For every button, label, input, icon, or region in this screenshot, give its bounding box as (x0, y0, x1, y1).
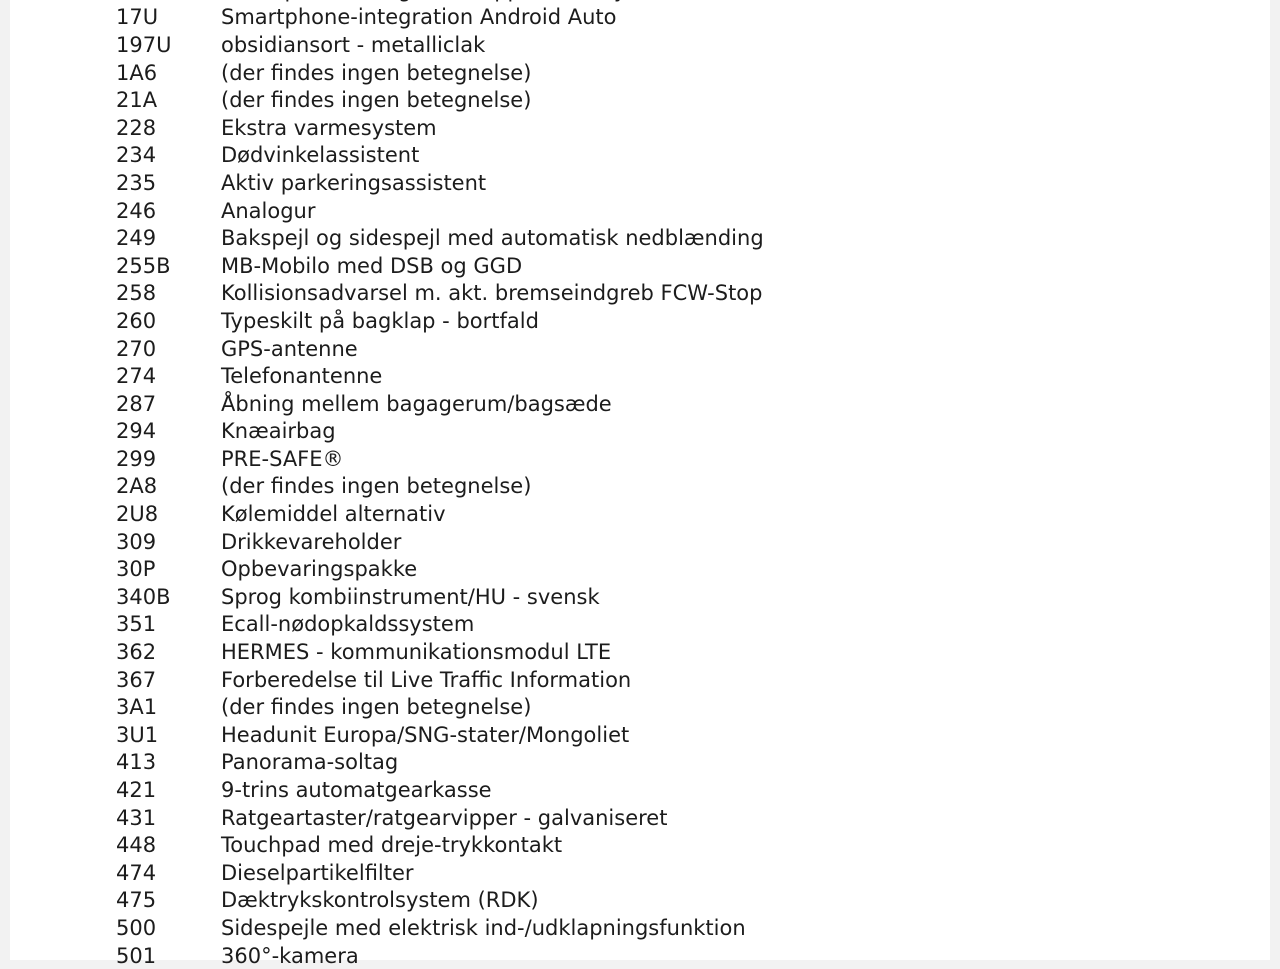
document-page (10, 0, 1270, 968)
option-code: 501 (116, 943, 157, 968)
option-code: 431 (116, 805, 157, 830)
option-description: 360°-kamera (221, 943, 359, 968)
list-item (116, 280, 764, 308)
list-item (116, 142, 764, 170)
option-description: Aktiv parkeringsassistent (221, 170, 487, 195)
option-code: 270 (116, 336, 157, 361)
option-code: 1A6 (116, 60, 158, 85)
option-description: Telefonantenne (221, 364, 383, 389)
option-code: 413 (116, 750, 157, 775)
list-item (116, 804, 764, 832)
option-description: Knæairbag (221, 419, 336, 444)
list-item (116, 59, 764, 87)
option-description: HERMES - kommunikationsmodul LTE (221, 640, 612, 665)
list-item (116, 721, 764, 749)
list-item (116, 776, 764, 804)
option-description: Ratgeartaster/ratgearvipper - galvaniseret (221, 805, 668, 830)
option-description: Panorama-soltag (221, 750, 399, 775)
option-description: Sidespejle med elektrisk ind-/udklapningsfunktion (221, 915, 746, 940)
list-item (116, 335, 764, 363)
list-item (116, 831, 764, 859)
list-item (116, 859, 764, 887)
option-description: Dæktrykskontrolsystem (RDK) (221, 888, 539, 913)
option-code: 197U (116, 32, 172, 57)
option-description: Touchpad med dreje-trykkontakt (221, 833, 563, 858)
option-code: 234 (116, 143, 157, 168)
option-code: 367 (116, 667, 157, 692)
option-description: Headunit Europa/SNG-stater/Mongoliet (221, 722, 630, 747)
option-description: Sprog kombiinstrument/HU - svensk (221, 584, 600, 609)
option-code: 246 (116, 198, 157, 223)
list-item (116, 887, 764, 915)
list-item (116, 114, 764, 142)
list-item (116, 473, 764, 501)
list-item (116, 169, 764, 197)
option-code: 228 (116, 115, 157, 140)
option-code: 362 (116, 640, 157, 665)
list-item (116, 445, 764, 473)
option-description: PRE-SAFE® (221, 446, 344, 471)
option-description: (der findes ingen betegnelse) (221, 474, 532, 499)
option-code: 421 (116, 778, 157, 803)
list-item (116, 224, 764, 252)
option-code: 2U8 (116, 502, 159, 527)
option-code: 309 (116, 529, 157, 554)
option-description: Dieselpartikelfilter (221, 860, 414, 885)
option-code: 258 (116, 281, 157, 306)
list-item (116, 914, 764, 942)
option-code: 294 (116, 419, 157, 444)
list-item (116, 666, 764, 694)
list-item (116, 583, 764, 611)
option-code: 235 (116, 170, 157, 195)
option-code: 249 (116, 226, 157, 251)
option-description: Åbning mellem bagagerum/bagsæde (221, 391, 612, 416)
list-item (116, 362, 764, 390)
option-description: Typeskilt på bagklap - bortfald (221, 308, 539, 333)
list-item (116, 500, 764, 528)
option-code: 3A1 (116, 695, 158, 720)
list-item (116, 693, 764, 721)
list-item (116, 611, 764, 639)
option-code: 2A8 (116, 474, 158, 499)
option-description: Kølemiddel alternativ (221, 502, 446, 527)
option-description: Kollisionsadvarsel m. akt. bremseindgreb FCW-Stop (221, 281, 763, 306)
option-code: 21A (116, 88, 158, 113)
list-item (116, 555, 764, 583)
list-item (116, 749, 764, 777)
option-description: (der findes ingen betegnelse) (221, 88, 532, 113)
option-description: Dødvinkelassistent (221, 143, 420, 168)
list-item (116, 528, 764, 556)
option-description: Ecall-nødopkaldssystem (221, 612, 475, 637)
equipment-code-list (116, 0, 764, 969)
list-item (116, 390, 764, 418)
option-code: 474 (116, 860, 157, 885)
option-description: GPS-antenne (221, 336, 358, 361)
option-code: 260 (116, 308, 157, 333)
option-code: 255B (116, 253, 171, 278)
list-item (116, 252, 764, 280)
option-code: 287 (116, 391, 157, 416)
option-description: Smartphone-integration Android Auto (221, 5, 617, 30)
option-code: 30P (116, 557, 156, 582)
option-description: 9-trins automatgearkasse (221, 778, 492, 803)
option-description (221, 0, 764, 2)
list-item (116, 942, 764, 969)
option-description: Analogur (221, 198, 316, 223)
list-item (116, 4, 764, 32)
list-item (116, 31, 764, 59)
list-item (116, 197, 764, 225)
list-item (116, 418, 764, 446)
option-code: 448 (116, 833, 157, 858)
option-code: 500 (116, 915, 157, 940)
option-description: Forberedelse til Live Traffic Information (221, 667, 632, 692)
list-item (116, 86, 764, 114)
option-code: 3U1 (116, 722, 159, 747)
option-description: (der findes ingen betegnelse) (221, 695, 532, 720)
option-code: 17U (116, 5, 159, 30)
option-description: (der findes ingen betegnelse) (221, 60, 532, 85)
option-description: Drikkevareholder (221, 529, 402, 554)
list-item (116, 638, 764, 666)
option-code: 475 (116, 888, 157, 913)
option-code: 340B (116, 584, 171, 609)
option-description: Ekstra varmesystem (221, 115, 437, 140)
option-code: 274 (116, 364, 157, 389)
option-code: 351 (116, 612, 157, 637)
option-description: obsidiansort - metalliclak (221, 32, 486, 57)
option-code: 299 (116, 446, 157, 471)
list-item (116, 307, 764, 335)
option-description: Opbevaringspakke (221, 557, 418, 582)
option-description: MB-Mobilo med DSB og GGD (221, 253, 523, 278)
option-description: Bakspejl og sidespejl med automatisk nedblænding (221, 226, 764, 251)
